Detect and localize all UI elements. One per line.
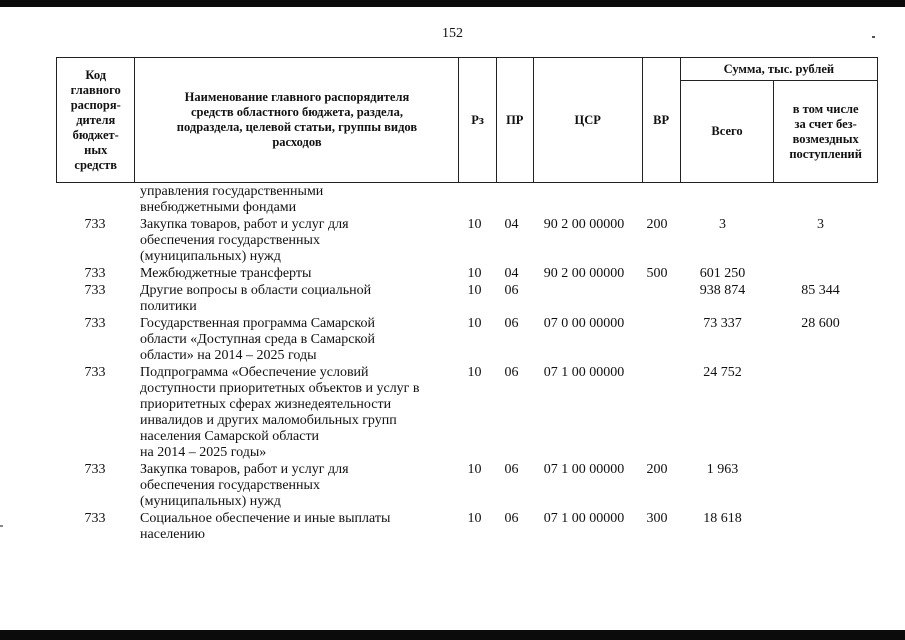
cell-free: 3 bbox=[817, 217, 824, 232]
cell-code: 733 bbox=[84, 217, 106, 232]
cell-code: 733 bbox=[84, 316, 106, 331]
table-row bbox=[56, 283, 878, 315]
header-total: Всего bbox=[680, 81, 774, 183]
cell-rz: 10 bbox=[467, 511, 482, 526]
header-name: Наименование главного распорядителя средств областного бюджета, раздела, подраздела, целевой статьи, группы видов расходов bbox=[135, 58, 459, 183]
cell-csr: 07 1 00 00000 bbox=[543, 462, 625, 477]
cell-code: 733 bbox=[84, 283, 106, 298]
table-row bbox=[56, 316, 878, 364]
cell-csr: 90 2 00 00000 bbox=[543, 217, 625, 232]
cell-name: Межбюджетные трансферты bbox=[140, 266, 312, 281]
cell-pr: 06 bbox=[504, 462, 519, 477]
cell-total: 18 618 bbox=[703, 511, 742, 526]
cell-free bbox=[769, 266, 872, 282]
cell-pr: 06 bbox=[504, 316, 519, 331]
header-vr: ВР bbox=[642, 58, 680, 183]
cell-free bbox=[769, 365, 872, 461]
cell-total: 938 874 bbox=[699, 283, 746, 298]
cell-total: 1 963 bbox=[706, 462, 739, 477]
cell-vr: 500 bbox=[646, 266, 668, 281]
cell-code bbox=[56, 184, 134, 216]
cell-vr bbox=[638, 283, 676, 315]
cell-vr: 200 bbox=[646, 462, 668, 477]
header-free: в том числе за счет без- возмездных поступлений bbox=[774, 81, 878, 183]
cell-total: 73 337 bbox=[703, 316, 742, 331]
cell-rz: 10 bbox=[467, 365, 482, 380]
cell-csr: 90 2 00 00000 bbox=[543, 266, 625, 281]
cell-free: 28 600 bbox=[801, 316, 840, 331]
cell-free bbox=[769, 462, 872, 510]
top-scan-border bbox=[0, 0, 905, 7]
cell-code: 733 bbox=[84, 511, 106, 526]
table-row bbox=[56, 217, 878, 265]
cell-free: 85 344 bbox=[801, 283, 840, 298]
scan-speck bbox=[0, 525, 3, 527]
cell-csr: 07 0 00 00000 bbox=[543, 316, 625, 331]
cell-csr bbox=[530, 283, 638, 315]
table-header bbox=[56, 57, 878, 183]
cell-vr bbox=[638, 365, 676, 461]
cell-rz bbox=[456, 184, 493, 216]
cell-name: Другие вопросы в области социальной политики bbox=[140, 283, 372, 314]
cell-pr: 04 bbox=[504, 266, 519, 281]
cell-free bbox=[769, 184, 872, 216]
table-body bbox=[56, 184, 878, 544]
cell-vr: 300 bbox=[646, 511, 668, 526]
cell-csr: 07 1 00 00000 bbox=[543, 511, 625, 526]
cell-rz: 10 bbox=[467, 462, 482, 477]
cell-pr bbox=[493, 184, 530, 216]
cell-pr: 06 bbox=[504, 511, 519, 526]
cell-vr bbox=[638, 184, 676, 216]
table-row bbox=[56, 184, 878, 216]
cell-code: 733 bbox=[84, 266, 106, 281]
table-row bbox=[56, 266, 878, 282]
cell-code: 733 bbox=[84, 365, 106, 380]
header-sum: Сумма, тыс. рублей bbox=[680, 58, 877, 81]
cell-name: Социальное обеспечение и иные выплаты населению bbox=[140, 511, 391, 542]
cell-name: управления государственными внебюджетными фондами bbox=[140, 184, 324, 215]
cell-total: 601 250 bbox=[699, 266, 746, 281]
cell-rz: 10 bbox=[467, 266, 482, 281]
cell-name: Закупка товаров, работ и услуг для обеспечения государственных (муниципальных) нужд bbox=[140, 217, 349, 264]
table-row bbox=[56, 365, 878, 461]
cell-csr: 07 1 00 00000 bbox=[543, 365, 625, 380]
cell-total: 3 bbox=[719, 217, 726, 232]
table-row bbox=[56, 511, 878, 543]
cell-total: 24 752 bbox=[703, 365, 742, 380]
cell-rz: 10 bbox=[467, 217, 482, 232]
cell-pr: 04 bbox=[504, 217, 519, 232]
bottom-scan-border bbox=[0, 630, 905, 640]
header-code: Код главного распоря- дителя бюджет- ных средств bbox=[57, 58, 135, 183]
page-number: 152 bbox=[442, 26, 463, 41]
header-pr: ПР bbox=[496, 58, 533, 183]
header-rz: Рз bbox=[459, 58, 496, 183]
cell-code: 733 bbox=[84, 462, 106, 477]
cell-vr: 200 bbox=[646, 217, 668, 232]
header-csr: ЦСР bbox=[533, 58, 642, 183]
cell-name: Государственная программа Самарской области «Доступная среда в Самарской области» на 2014 – 2025 годы bbox=[140, 316, 376, 363]
cell-name: Закупка товаров, работ и услуг для обеспечения государственных (муниципальных) нужд bbox=[140, 462, 349, 509]
cell-vr bbox=[638, 316, 676, 364]
cell-total bbox=[676, 184, 769, 216]
cell-pr: 06 bbox=[504, 283, 519, 298]
cell-free bbox=[769, 511, 872, 543]
cell-name: Подпрограмма «Обеспечение условий доступности приоритетных объектов и услуг в приоритетных сферах жизнедеятельности инвалидов и других маломобильных групп населения Самарской области на 2014 – 2025 годы» bbox=[140, 365, 420, 460]
cell-pr: 06 bbox=[504, 365, 519, 380]
cell-csr bbox=[530, 184, 638, 216]
table-row bbox=[56, 462, 878, 510]
cell-rz: 10 bbox=[467, 283, 482, 298]
cell-rz: 10 bbox=[467, 316, 482, 331]
